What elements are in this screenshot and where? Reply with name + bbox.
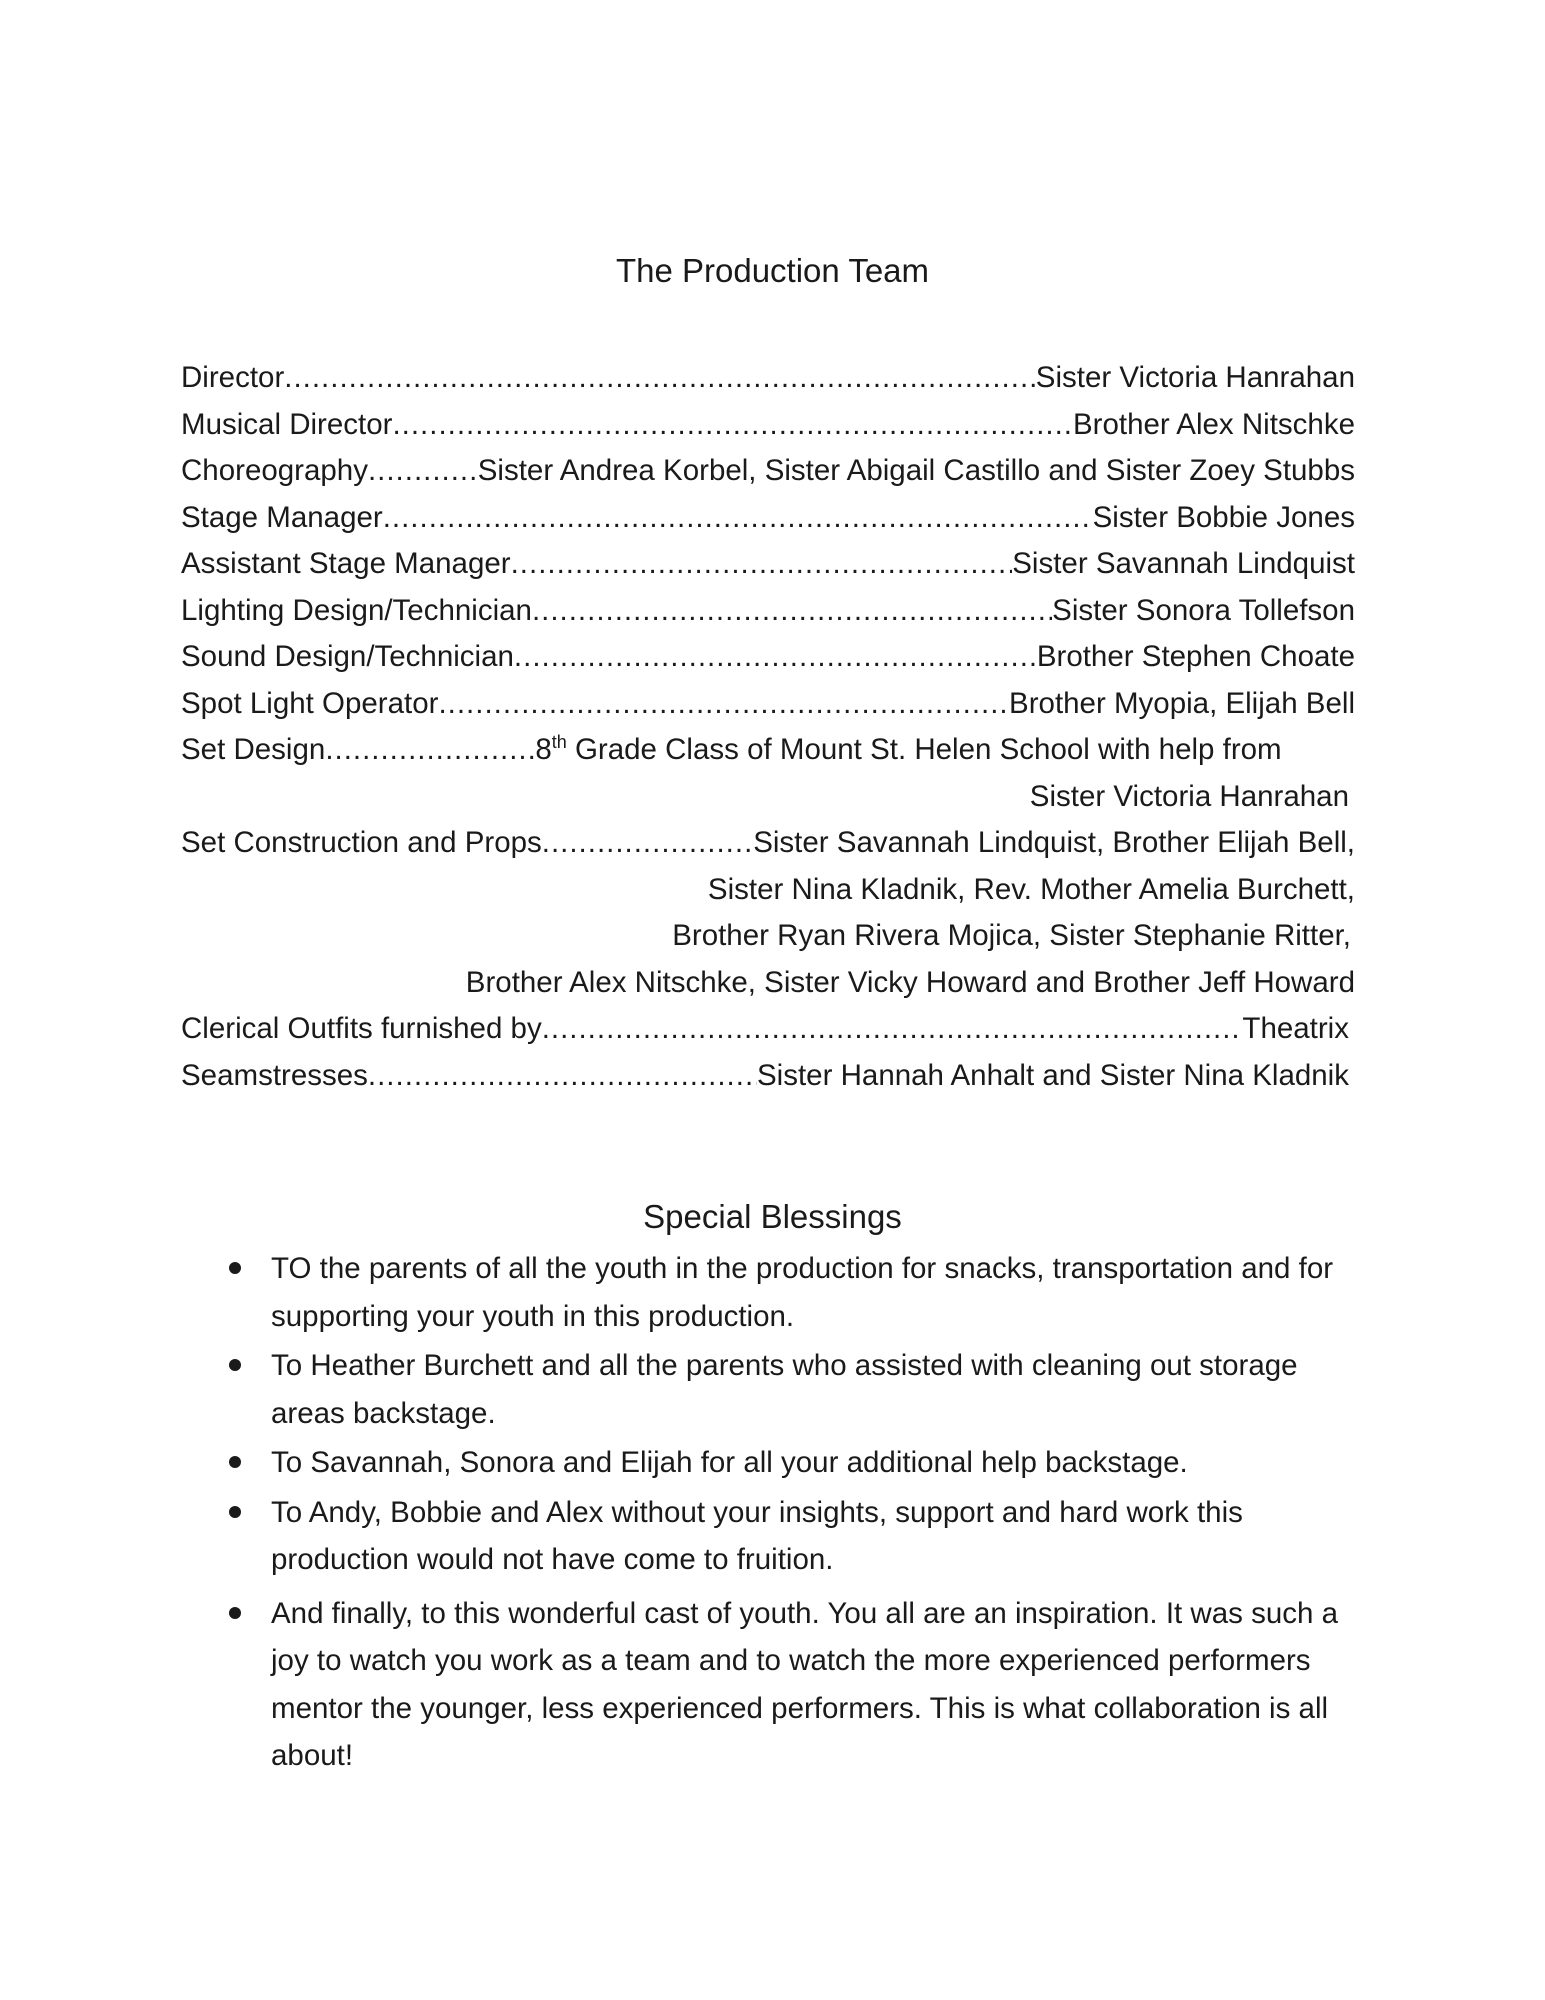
credit-row-lighting (181, 588, 1355, 635)
bullet-icon (229, 1262, 241, 1274)
credit-name: Theatrix (1242, 1012, 1349, 1045)
credit-name-text: Grade Class of Mount St. Helen School with help from (566, 733, 1282, 766)
list-item (181, 1342, 1341, 1437)
bullet-icon (229, 1456, 241, 1468)
credit-role: Spot Light Operator (181, 686, 439, 720)
credit-role: Set Design (181, 733, 326, 766)
blessing-text: And finally, to this wonderful cast of youth. You all are an inspiration. It was such a joy to watch you work as a team and to watch the more experienced performers mentor the younger, less experienced performers. This is what collaboration is all about! (271, 1596, 1338, 1772)
credit-name: Sister Andrea Korbel, Sister Abigail Castillo and Sister Zoey Stubbs (477, 454, 1355, 487)
credit-row-director (181, 355, 1355, 402)
dot-leader (532, 588, 1052, 635)
credit-role: Sound Design/Technician (181, 640, 514, 673)
credit-row-clerical-outfits (181, 1006, 1355, 1053)
dot-leader (438, 681, 1009, 728)
credit-name: Sister Savannah Lindquist, Brother Elijah Bell, (753, 826, 1355, 859)
credit-continuation: Sister Nina Kladnik, Rev. Mother Amelia Burchett, (707, 872, 1355, 906)
list-item (181, 1489, 1341, 1584)
dot-leader (542, 1006, 1243, 1053)
credit-row-choreography (181, 448, 1355, 495)
credit-continuation: Sister Victoria Hanrahan (1029, 779, 1349, 813)
credit-name: Brother Myopia, Elijah Bell (1009, 686, 1355, 720)
credit-role: Stage Manager (181, 500, 383, 534)
dot-leader (368, 1053, 757, 1100)
credit-role: Clerical Outfits furnished by (181, 1012, 542, 1045)
dot-leader (325, 727, 535, 774)
grade-number: 8 (535, 733, 552, 766)
credit-row-assistant-stage-manager (181, 541, 1355, 588)
credit-row-stage-manager (181, 495, 1355, 542)
credit-name: Sister Bobbie Jones (1092, 500, 1355, 534)
credit-continuation: Brother Ryan Rivera Mojica, Sister Stephanie Ritter, (672, 919, 1351, 952)
credit-role: Assistant Stage Manager (181, 547, 511, 580)
dot-leader (514, 634, 1037, 681)
credit-row-spot-light (181, 681, 1355, 728)
credit-name: Sister Sonora Tollefson (1052, 593, 1355, 627)
credit-role: Director (181, 361, 285, 394)
blessing-text: TO the parents of all the youth in the production for snacks, transportation and for supporting your youth in this production. (271, 1252, 1334, 1333)
dot-leader (383, 495, 1093, 542)
credit-role: Seamstresses (181, 1058, 368, 1092)
blessings-list (181, 1245, 1341, 1782)
dot-leader (392, 402, 1073, 449)
blessing-text: To Savannah, Sonora and Elijah for all your additional help backstage. (271, 1446, 1188, 1479)
blessing-text: To Heather Burchett and all the parents who assisted with cleaning out storage areas backstage. (271, 1349, 1298, 1430)
credit-name: Brother Stephen Choate (1036, 640, 1355, 673)
credit-continuation: Brother Alex Nitschke, Sister Vicky Howard and Brother Jeff Howard (465, 965, 1355, 999)
credit-role: Choreography (181, 454, 368, 487)
special-blessings-title: Special Blessings (643, 1198, 902, 1235)
list-item (181, 1590, 1341, 1780)
credit-row-sound (181, 634, 1355, 681)
credit-row-set-construction (181, 820, 1355, 867)
blessing-text: To Andy, Bobbie and Alex without your insights, support and hard work this production would not have come to fruition. (271, 1495, 1243, 1576)
credit-row-musical-director (181, 402, 1355, 449)
credit-name: Brother Alex Nitschke (1072, 407, 1355, 441)
dot-leader (368, 448, 478, 495)
dot-leader (542, 820, 753, 867)
credit-name (535, 727, 1281, 774)
credit-name: Sister Hannah Anhalt and Sister Nina Kladnik (757, 1058, 1349, 1092)
credit-row-seamstresses (181, 1053, 1355, 1100)
grade-suffix: th (551, 732, 567, 753)
credit-name: Sister Victoria Hanrahan (1035, 361, 1355, 394)
bullet-icon (229, 1506, 241, 1518)
bullet-icon (229, 1607, 241, 1619)
credit-name: Sister Savannah Lindquist (1012, 547, 1355, 580)
credit-role: Set Construction and Props (181, 826, 542, 859)
list-item (181, 1245, 1341, 1340)
credit-role: Musical Director (181, 407, 393, 441)
credit-role: Lighting Design/Technician (181, 593, 532, 627)
bullet-icon (229, 1359, 241, 1371)
credits-list (181, 355, 1355, 1099)
list-item (181, 1439, 1341, 1487)
credit-row-set-design (181, 727, 1355, 774)
production-team-title: The Production Team (615, 252, 930, 289)
dot-leader (511, 541, 1013, 588)
dot-leader (284, 355, 1036, 402)
